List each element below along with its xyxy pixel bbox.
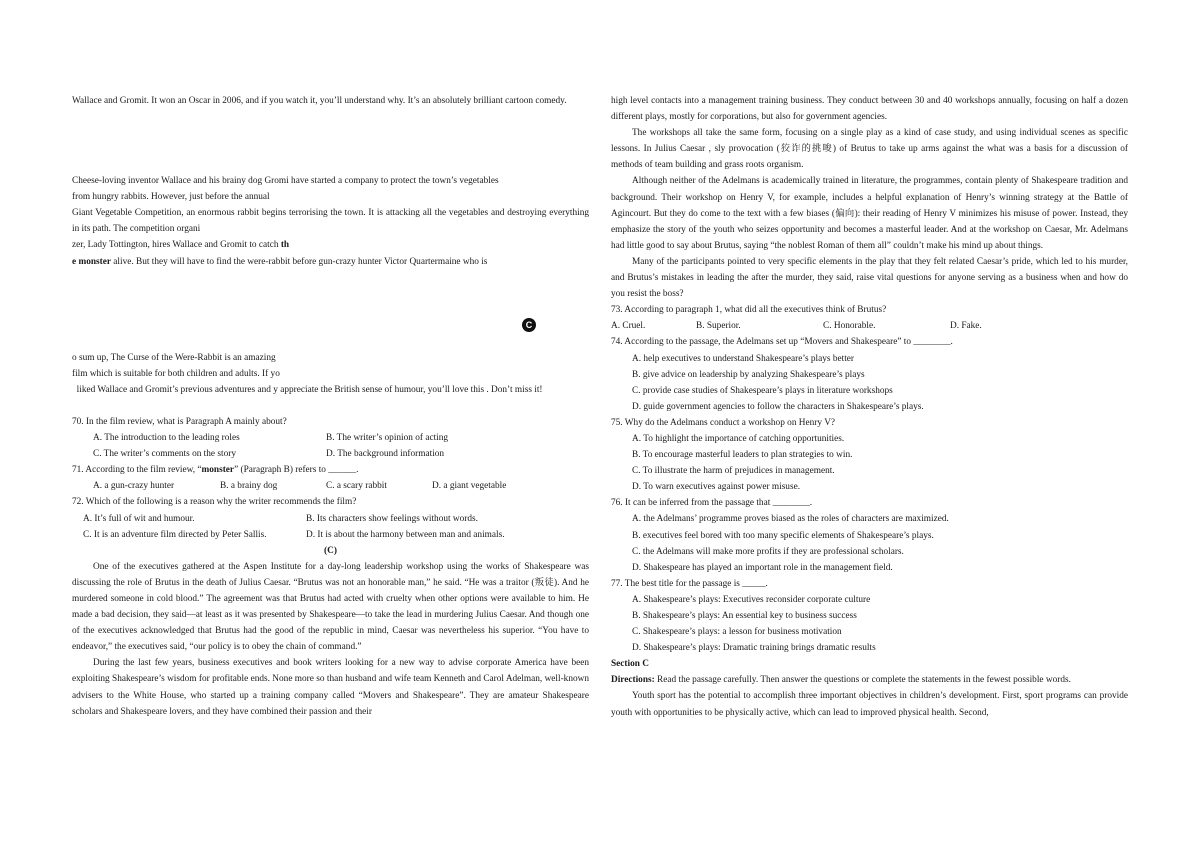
summary-line1: o sum up, The Curse of the Were-Rabbit is an amazing	[72, 352, 276, 363]
q72-option-d: D. It is about the harmony between man and animals.	[306, 529, 505, 540]
summary-line2: film which is suitable for both children and adults. If yo	[72, 368, 280, 379]
para-b-line5	[72, 254, 589, 270]
passage-c-paragraph3: The workshops all take the same form, focusing on a single play as a kind of case study, and using individual scenes as specific lessons. In Julius Caesar , sly provocation (狡诈的挑唆) of Brutus to take up arms against the what was a basis for a discussion of methods of team building and grass roots organism.	[611, 128, 1128, 171]
para-b-line5-bold: e monster	[72, 256, 111, 267]
q72-option-b: B. Its characters show feelings without words.	[306, 513, 478, 524]
q70-option-c: C. The writer’s comments on the story	[93, 449, 236, 460]
q72-options-row2	[72, 527, 589, 543]
passage-c-paragraph1: One of the executives gathered at the Aspen Institute for a day-long leadership workshop using the works of Shakespeare was discussing the role of Brutus in the death of Julius Caesar. “Brutus was not an honorable man,” he said. “He was a traitor (叛徒). And he murdered someone in cold blood.” The agreement was that Brutus had acted with cruelty when other options were available to him. He made a bad decision, they said—at least as it was presented by Shakespeare—to take the lead in murdering Julius Caesar. And though one of the executives acknowledged that Brutus had the good of the republic in mind, Caesar was nevertheless his superior. “You have to endeavor,” the executives said, “our policy is to obey the chain of command.”	[72, 561, 589, 653]
q75-option-a: A. To highlight the importance of catching opportunities.	[632, 433, 845, 444]
question-75: 75. Why do the Adelmans conduct a workshop on Henry V?	[611, 417, 836, 428]
question-73: 73. According to paragraph 1, what did all the executives think of Brutus?	[611, 305, 887, 316]
q70-option-b: B. The writer’s opinion of acting	[326, 433, 449, 444]
q74-option-d: D. guide government agencies to follow the characters in Shakespeare’s plays.	[632, 401, 924, 412]
question-77: 77. The best title for the passage is _____.	[611, 578, 768, 589]
q76-option-a: A. the Adelmans’ programme proves biased as the roles of characters are maximized.	[632, 514, 949, 525]
q70-options-row2	[72, 446, 589, 462]
left-column	[72, 93, 589, 720]
directions-text: Read the passage carefully. Then answer the questions or complete the statements in the fewest possible words.	[654, 675, 1071, 686]
para-b-line4-text: zer, Lady Tottington, hires Wallace and Gromit to catch	[72, 240, 281, 251]
q72-option-a: A. It’s full of wit and humour.	[83, 513, 195, 524]
q71-post: ” (Paragraph B) refers to ______.	[234, 465, 359, 476]
question-74: 74. According to the passage, the Adelmans set up “Movers and Shakespeare” to ________.	[611, 337, 953, 348]
q75-option-c: C. To illustrate the harm of prejudices in management.	[632, 466, 835, 477]
q73-option-c: C. Honorable.	[823, 321, 876, 332]
q75-option-b: B. To encourage masterful leaders to plan strategies to win.	[632, 450, 853, 461]
q71-option-c: C. a scary rabbit	[326, 481, 387, 492]
para-b-line4	[72, 237, 589, 253]
q70-option-d: D. The background information	[326, 449, 445, 460]
section-c-heading: (C)	[324, 545, 337, 556]
q73-options-row	[611, 318, 1128, 334]
summary-line3: liked Wallace and Gromit’s previous adventures and y appreciate the British sense of humour, you’ll love this . Don’t miss it!	[72, 384, 543, 395]
q70-option-a: A. The introduction to the leading roles	[93, 433, 240, 444]
q74-option-c: C. provide case studies of Shakespeare’s plays in literature workshops	[632, 385, 893, 396]
question-76: 76. It can be inferred from the passage that ________.	[611, 498, 813, 509]
passage-c-paragraph5: Many of the participants pointed to very specific elements in the play that they felt related Caesar’s pride, which led to his murder, and Brutus’s mistakes in leading the after the murder, they said, raise vital questions for anyone serving as a business when and how do you resist the boss?	[611, 256, 1128, 300]
intro-paragraph: Wallace and Gromit. It won an Oscar in 2006, and if you watch it, you’ll understand why. It’s an absolutely brilliant cartoon comedy.	[72, 96, 567, 106]
q77-option-c: C. Shakespeare’s plays: a lesson for business motivation	[632, 627, 842, 638]
right-column	[611, 93, 1128, 721]
q71-pre: 71. According to the film review, “	[72, 465, 202, 476]
passage-c-paragraph4: Although neither of the Adelmans is academically trained in literature, the programmes, contain plenty of Shakespeare tradition and background. Their workshop on Henry V, for example, includes a helpful explanation of Henry’s winning strategy at the Battle of Agincourt. But they do come to the text with a few biases (偏向): their reading of Henry V minimizes his misuse of power. Instead, they emphasize the story of the youth who seizes opportunity and becomes a masterful leader. And at the workshop on Caesar, Mr. Adelmans had little good to say about Brutus, saying “the noblest Roman of them all” couldn’t make his mind up about things.	[611, 176, 1128, 251]
para-b-line1: Cheese-loving inventor Wallace and his brainy dog Gromi have started a company to protect the town’s vegetables	[72, 176, 499, 187]
directions-label: Directions:	[611, 675, 655, 686]
q76-option-b: B. executives feel bored with too many specific elements of Shakespeare’s plays.	[632, 530, 934, 541]
q71-option-d: D. a giant vegetable	[432, 481, 507, 492]
q77-option-b: B. Shakespeare’s plays: An essential key to business success	[632, 611, 857, 621]
passage-c-paragraph2: During the last few years, business executives and book writers looking for a new way to advise corporate America have been exploiting Shakespeare’s wisdom for profitable ends. None more so than husband and wife team Kenneth and Carol Adelman, well-known advisers to the White House, who started up a training company called “Movers and Shakespeare”. They are amateur Shakespeare scholars and Shakespeare lovers, and they have combined their passion and their	[72, 658, 589, 717]
q72-option-c: C. It is an adventure film directed by Peter Sallis.	[83, 529, 267, 540]
question-72: 72. Which of the following is a reason why the writer recommends the film?	[72, 497, 357, 508]
q70-options-row1	[72, 430, 589, 446]
youth-sport-paragraph: Youth sport has the potential to accomplish three important objectives in children’s development. First, sport programs can provide youth with opportunities to be physically active, which can lead to improved physical health. Second,	[611, 691, 1128, 718]
section-c-title: Section C	[611, 659, 649, 670]
q71-bold: monster	[201, 465, 235, 476]
q74-option-a: A. help executives to understand Shakespeare’s plays better	[632, 353, 855, 364]
para-b-line2: from hungry rabbits. However, just before the annual	[72, 192, 270, 203]
q74-option-b: B. give advice on leadership by analyzing Shakespeare’s plays	[632, 369, 865, 380]
q77-option-d: D. Shakespeare’s plays: Dramatic training brings dramatic results	[632, 643, 876, 654]
question-70: 70. In the film review, what is Paragraph A mainly about?	[72, 416, 287, 427]
passage-c-paragraph2-cont: high level contacts into a management training business. They conduct between 30 and 40 workshops annually, focusing on half a dozen different plays, mostly for corporations, but also for government agencies.	[611, 96, 1128, 123]
q71-options-row	[72, 478, 589, 494]
q73-option-a: A. Cruel.	[611, 321, 646, 332]
q76-option-c: C. the Adelmans will make more profits if they are professional scholars.	[632, 546, 904, 557]
q75-option-d: D. To warn executives against power misuse.	[632, 482, 801, 493]
q76-option-d: D. Shakespeare has played an important role in the management field.	[632, 562, 893, 573]
para-b-line5-text: alive. But they will have to find the were-rabbit before gun-crazy hunter Victor Quartermaine who is	[110, 256, 488, 267]
q71-option-a: A. a gun-crazy hunter	[93, 481, 175, 492]
para-b-line4-bold: th	[280, 240, 290, 251]
q71-option-b: B. a brainy dog	[220, 481, 278, 492]
q73-option-d: D. Fake.	[950, 321, 982, 332]
circled-c-marker: C	[522, 318, 536, 332]
q73-option-b: B. Superior.	[696, 321, 741, 332]
q72-options-row1	[72, 511, 589, 527]
directions	[611, 672, 1128, 688]
q77-option-a: A. Shakespeare’s plays: Executives reconsider corporate culture	[632, 594, 871, 605]
para-b-line3: Giant Vegetable Competition, an enormous rabbit begins terrorising the town. It is attacking all the vegetables and destroying everything in its path. The competition organi	[72, 208, 589, 235]
question-71	[72, 462, 589, 478]
